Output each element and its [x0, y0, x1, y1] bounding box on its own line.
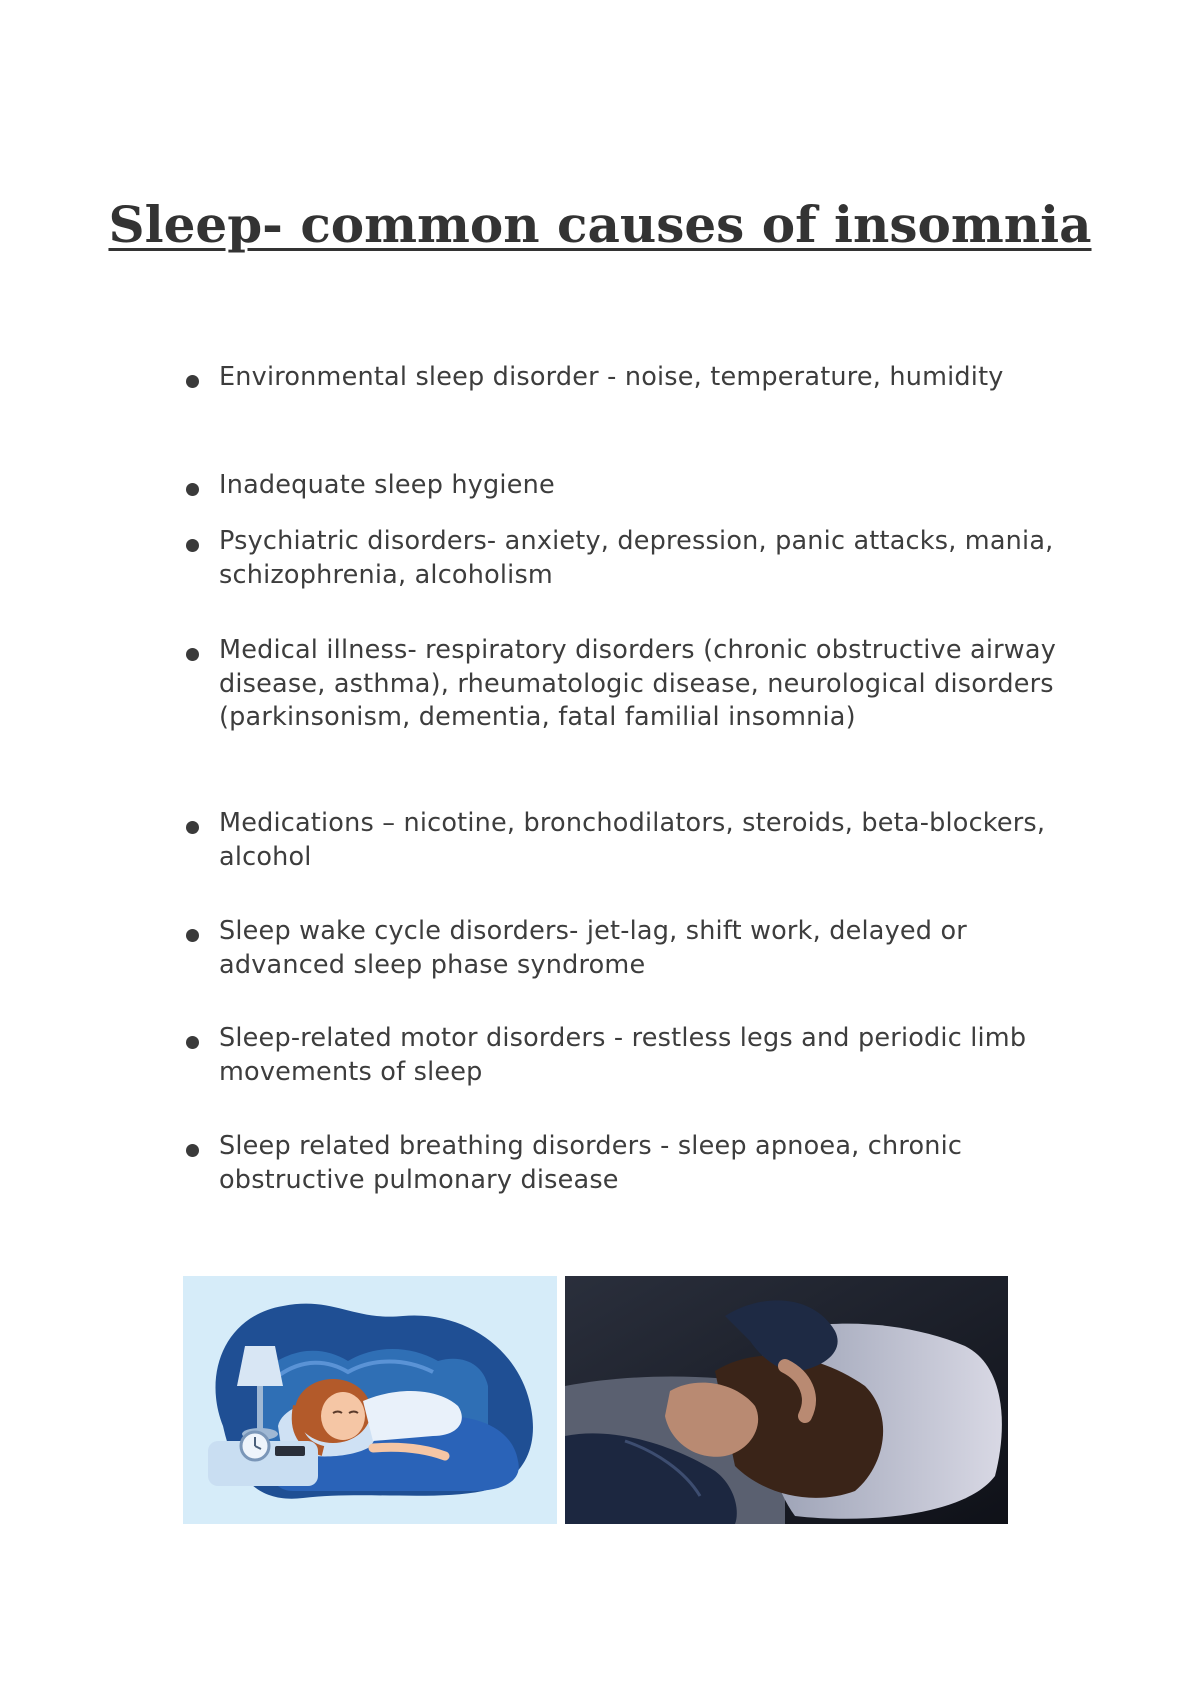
bullet-icon: [186, 539, 199, 552]
list-item-text: Environmental sleep disorder - noise, temperature, humidity: [219, 362, 1004, 392]
image-row: [183, 1276, 1008, 1524]
woman-awake-in-bed-illustration: [183, 1276, 557, 1524]
list-item: [186, 807, 1066, 874]
bullet-icon: [186, 375, 199, 388]
list-item-text: Sleep-related motor disorders - restless legs and periodic limb movements of sleep: [219, 1023, 1027, 1087]
list-item-text: Inadequate sleep hygiene: [219, 470, 555, 500]
list-item: [186, 634, 1066, 735]
list-item-text: Sleep related breathing disorders - sleep apnoea, chronic obstructive pulmonary disease: [219, 1131, 963, 1195]
list-item: [186, 1022, 1066, 1089]
bullet-icon: [186, 1036, 199, 1049]
bullet-icon: [186, 821, 199, 834]
list-item-text: Medical illness- respiratory disorders (chronic obstructive airway disease, asthma), rheumatologic disease, neurological disorders (parkinsonism, dementia, fatal familial insomnia): [219, 635, 1056, 732]
bullet-icon: [186, 648, 199, 661]
list-item: [186, 1130, 1066, 1197]
list-item-text: Psychiatric disorders- anxiety, depression, panic attacks, mania, schizophrenia, alcoholism: [219, 526, 1054, 590]
list-item: [186, 525, 1066, 592]
page-title: Sleep- common causes of insomnia: [108, 195, 1092, 254]
list-item: [186, 915, 1066, 982]
bullet-icon: [186, 483, 199, 496]
list-item: [186, 469, 1066, 503]
bullet-icon: [186, 929, 199, 942]
woman-awake-in-dark-bedroom-photo: [565, 1276, 1008, 1524]
bullet-icon: [186, 1144, 199, 1157]
list-item-text: Medications – nicotine, bronchodilators, steroids, beta-blockers, alcohol: [219, 808, 1046, 872]
list-item-text: Sleep wake cycle disorders- jet-lag, shift work, delayed or advanced sleep phase syndrome: [219, 916, 967, 980]
list-item: [186, 361, 1066, 395]
